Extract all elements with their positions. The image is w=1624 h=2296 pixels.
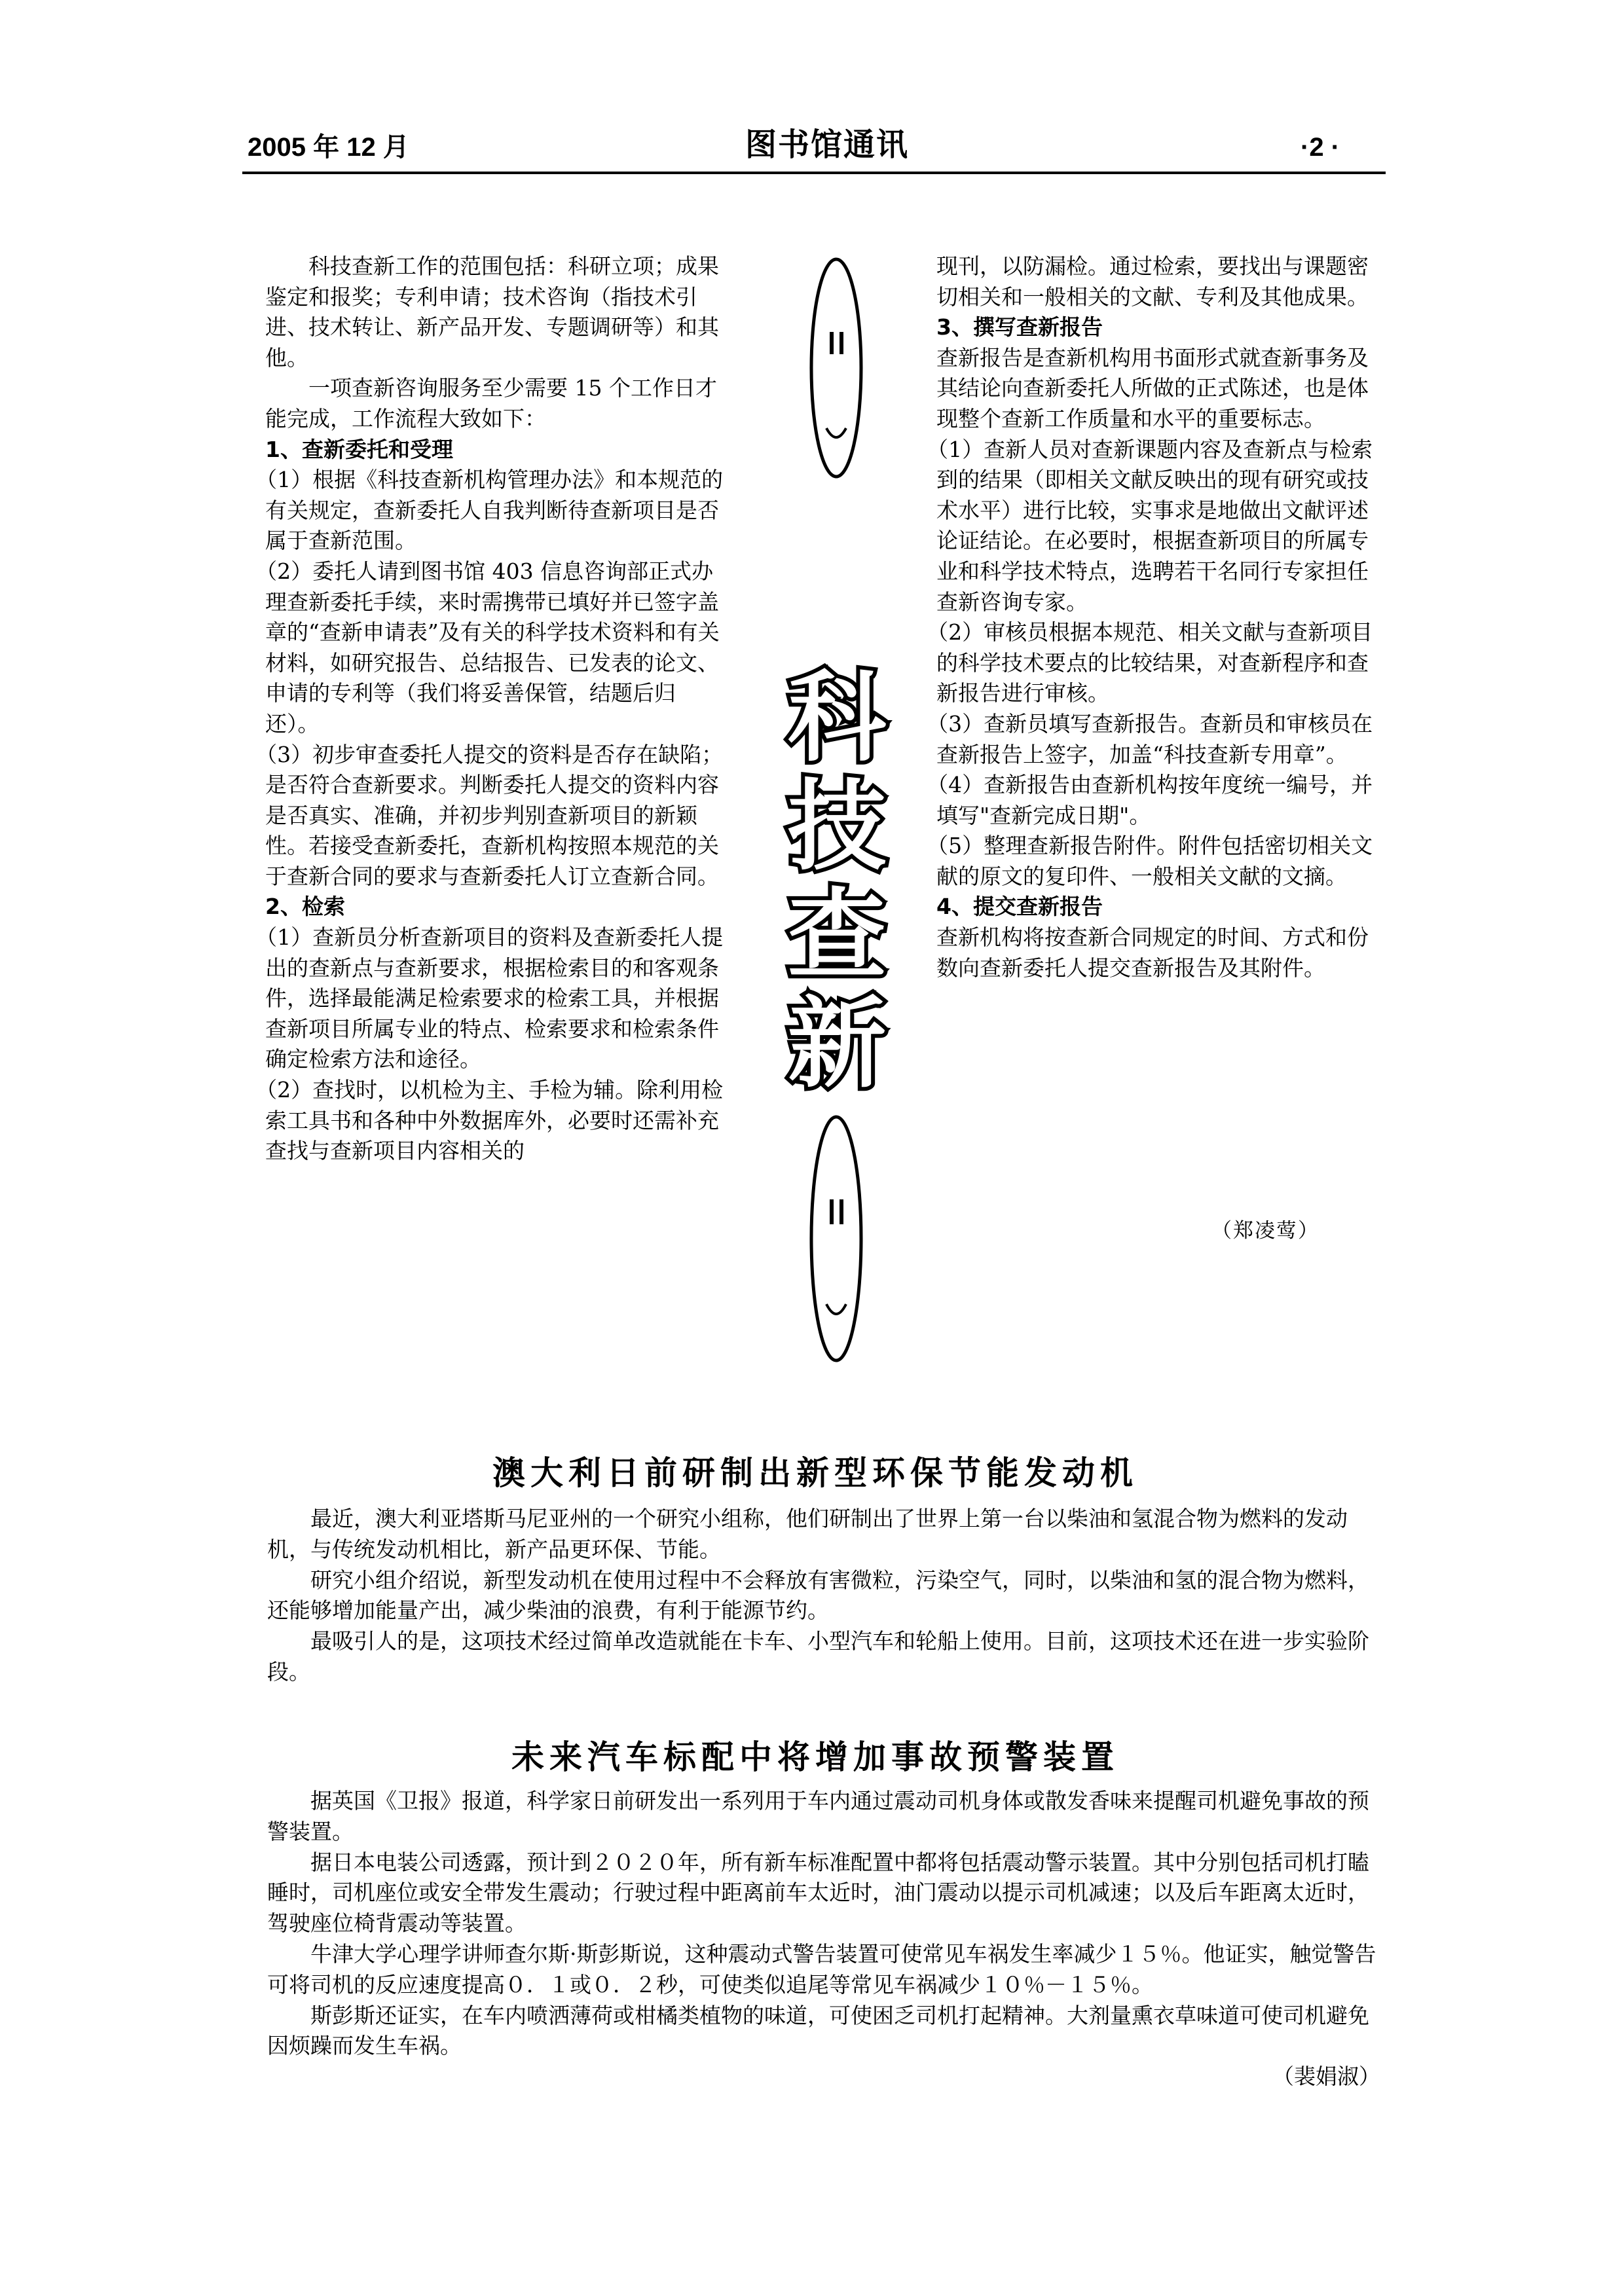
vertical-title-char-4: 新 bbox=[787, 987, 886, 1101]
feature-credit: （郑凌莺） bbox=[1211, 1219, 1320, 1243]
newsletter-title: 图书馆通讯 bbox=[745, 126, 910, 163]
article2-paragraph: 斯彭斯还证实，在车内喷洒薄荷或柑橘类植物的味道，可使困乏司机打起精神。大剂量熏衣草味道可使司机避免因烦躁而发生车祸。 bbox=[267, 2002, 1369, 2059]
article2-title: 未来汽车标配中将增加事故预警装置 bbox=[511, 1738, 1119, 1776]
left-column-paragraph: （2）查找时，以机检为主、手检为辅。除利用检索工具书和各种中外数据库外，必要时还需补充查找与查新项目内容相关的 bbox=[255, 1077, 724, 1164]
article1-paragraph: 研究小组介绍说，新型发动机在使用过程中不会释放有害微粒，污染空气，同时，以柴油和氢的混合物为燃料，还能够增加能量产出，减少柴油的浪费，有利于能源节约。 bbox=[267, 1567, 1369, 1624]
right-column-paragraph: （4）查新报告由查新机构按年度统一编号，并填写"查新完成日期"。 bbox=[927, 772, 1373, 828]
article1-title: 澳大利日前研制出新型环保节能发动机 bbox=[492, 1454, 1138, 1492]
article2-credit: （裴娟淑） bbox=[1272, 2064, 1380, 2090]
right-column-heading: 3、撰写查新报告 bbox=[936, 314, 1103, 340]
page-number: ·2 · bbox=[1301, 133, 1340, 162]
vertical-title-char-1: 科 bbox=[787, 661, 886, 775]
issue-date: 2005 年 12 月 bbox=[248, 133, 409, 162]
left-column-heading: 1、查新委托和受理 bbox=[265, 436, 453, 462]
feature-right-column bbox=[927, 251, 1382, 983]
article2-body bbox=[267, 1786, 1380, 2092]
vertical-title-char-2: 技 bbox=[787, 770, 886, 884]
left-column-paragraph: （1）查新员分析查新项目的资料及查新委托人提出的查新点与查新要求，根据检索目的和客观条件，选择最能满足检索要求的检索工具，并根据查新项目所属专业的特点、检索要求和检索条件确定检索方法和途径。 bbox=[255, 924, 724, 1072]
right-column-paragraph: （2）审核员根据本规范、相关文献与查新项目的科学技术要点的比较结果，对查新程序和查新报告进行审核。 bbox=[927, 619, 1373, 706]
article2-paragraph: 据日本电装公司透露，预计到２０２０年，所有新车标准配置中都将包括震动警示装置。其中分别包括司机打瞌睡时，司机座位或安全带发生震动；行驶过程中距离前车太近时，油门震动以提示司机减速；以及后车距离太近时，驾驶座位椅背震动等装置。 bbox=[267, 1849, 1369, 1937]
vertical-title-char-3: 查 bbox=[787, 879, 886, 993]
right-column-heading: 4、提交查新报告 bbox=[936, 894, 1103, 920]
right-column-paragraph: 查新机构将按查新合同规定的时间、方式和份数向查新委托人提交查新报告及其附件。 bbox=[936, 924, 1369, 981]
article2-paragraph: 据英国《卫报》报道，科学家日前研发出一系列用于车内通过震动司机身体或散发香味来提醒司机避免事故的预警装置。 bbox=[267, 1788, 1369, 1844]
right-column-paragraph: 查新报告是查新机构用书面形式就查新事务及其结论向查新委托人所做的正式陈述，也是体现整个查新工作质量和水平的重要标志。 bbox=[936, 344, 1369, 431]
article1-paragraph: 最近，澳大利亚塔斯马尼亚州的一个研究小组称，他们研制出了世界上第一台以柴油和氢混合物为燃料的发动机，与传统发动机相比，新产品更环保、节能。 bbox=[267, 1506, 1348, 1562]
header-rule bbox=[242, 172, 1386, 174]
left-column-paragraph: 一项查新咨询服务至少需要 15 个工作日才能完成，工作流程大致如下： bbox=[265, 375, 717, 431]
bottom-smiley-oval-icon bbox=[807, 1114, 866, 1363]
right-column-paragraph: （3）查新员填写查新报告。查新员和审核员在查新报告上签字，加盖“科技查新专用章”。 bbox=[927, 710, 1373, 767]
left-column-paragraph: （3）初步审查委托人提交的资料是否存在缺陷；是否符合查新要求。判断委托人提交的资料内容是否真实、准确，并初步判别查新项目的新颖性。若接受查新委托，查新机构按照本规范的关于查新合同的要求与查新委托人订立查新合同。 bbox=[255, 741, 724, 889]
right-column-paragraph: 现刊，以防漏检。通过检索，要找出与课题密切相关和一般相关的文献、专利及其他成果。 bbox=[936, 253, 1369, 310]
feature-left-column bbox=[255, 251, 724, 1167]
left-column-heading: 2、检索 bbox=[265, 894, 345, 920]
right-column-paragraph: （1）查新人员对查新课题内容及查新点与检索到的结果（即相关文献反映出的现有研究或技术水平）进行比较，实事求是地做出文献评述论证结论。在必要时，根据查新项目的所属专业和科学技术特点，选聘若干名同行专家担任查新咨询专家。 bbox=[927, 436, 1373, 615]
left-column-paragraph: 科技查新工作的范围包括：科研立项；成果鉴定和报奖；专利申请；技术咨询（指技术引进、技术转让、新产品开发、专题调研等）和其他。 bbox=[265, 253, 719, 371]
vertical-title bbox=[745, 661, 929, 1101]
top-smiley-oval-icon bbox=[807, 257, 866, 479]
left-column-paragraph: （1）根据《科技查新机构管理办法》和本规范的有关规定，查新委托人自我判断待查新项目是否属于查新范围。 bbox=[255, 467, 724, 554]
left-column-paragraph: （2）委托人请到图书馆 403 信息咨询部正式办理查新委托手续，来时需携带已填好并已签字盖章的“查新申请表”及有关的科学技术资料和有关材料，如研究报告、总结报告、已发表的论文、申请的专利等（我们将妥善保管，结题后归还）。 bbox=[255, 558, 720, 737]
article2-paragraph: 牛津大学心理学讲师查尔斯·斯彭斯说，这种震动式警告装置可使常见车祸发生率减少１５％。他证实，触觉警告可将司机的反应速度提高０．１或０．２秒，可使类似追尾等常见车祸减少１０％－１５％。 bbox=[267, 1941, 1376, 1997]
article1-paragraph: 最吸引人的是，这项技术经过简单改造就能在卡车、小型汽车和轮船上使用。目前，这项技术还在进一步实验阶段。 bbox=[267, 1628, 1369, 1685]
article1-body bbox=[267, 1504, 1380, 1688]
right-column-paragraph: （5）整理查新报告附件。附件包括密切相关文献的原文的复印件、一般相关文献的文摘。 bbox=[927, 833, 1373, 889]
